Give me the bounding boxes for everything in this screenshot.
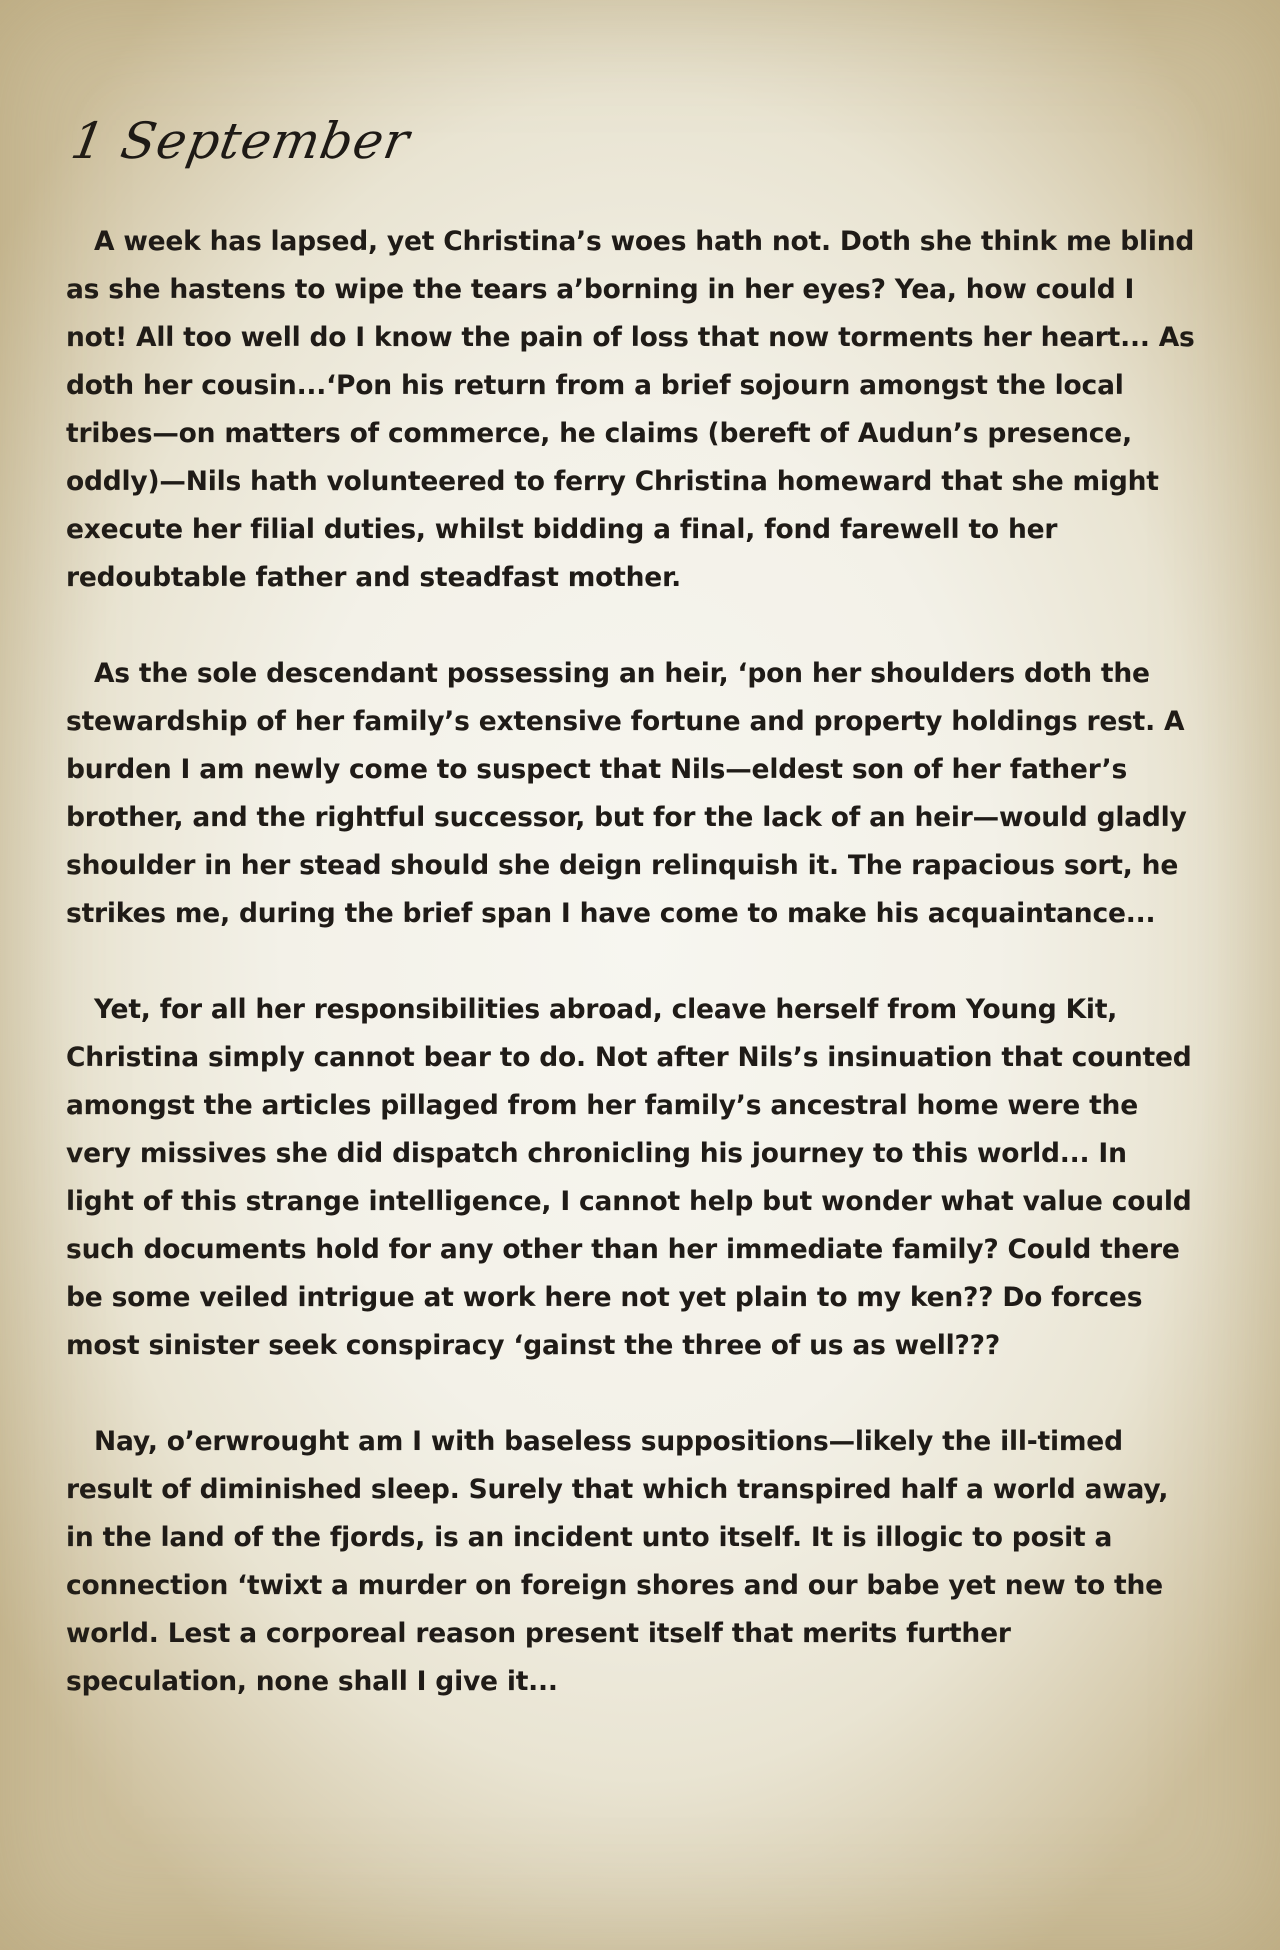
paragraph-4: Nay, o’erwrought am I with baseless suppositions—likely the ill-timed result of diminished sleep. Surely that which transpired half a world away, in the land of the fjords, is an incident unto itself. It is illogic to posit a connection ‘twixt a murder on foreign shores and our babe yet new to the world. Lest a corporeal reason present itself that merits further speculation, none shall I give it... bbox=[66, 1426, 1169, 1697]
paragraph-2: As the sole descendant possessing an heir, ‘pon her shoulders doth the stewardship of her family’s extensive fortune and property holdings rest. A burden I am newly come to suspect that Nils—eldest son of her father’s brother, and the rightful successor, but for the lack of an heir—would gladly shoulder in her stead should she deign relinquish it. The rapacious sort, he strikes me, during the brief span I have come to make his acquaintance... bbox=[66, 658, 1187, 929]
date-heading: 1 September bbox=[66, 112, 415, 170]
paragraph-3: Yet, for all her responsibilities abroad, cleave herself from Young Kit, Christina simply cannot bear to do. Not after Nils’s insinuation that counted amongst the articles pillaged from her family’s ancestral home were the very missives she did dispatch chronicling his journey to this world... In light of this strange intelligence, I cannot help but wonder what value could such documents hold for any other than her immediate family? Could there be some veiled intrigue at work here not yet plain to my ken?? Do forces most sinister seek conspiracy ‘gainst the three of us as well??? bbox=[66, 994, 1192, 1361]
journal-entry bbox=[66, 218, 1196, 1754]
paragraph-1: A week has lapsed, yet Christina’s woes hath not. Doth she think me blind as she hastens to wipe the tears a’borning in her eyes? Yea, how could I not! All too well do I know the pain of loss that now torments her heart... As doth her cousin...‘Pon his return from a brief sojourn amongst the local tribes—on matters of commerce, he claims (bereft of Audun’s presence, oddly)—Nils hath volunteered to ferry Christina homeward that she might execute her filial duties, whilst bidding a final, fond farewell to her redoubtable father and steadfast mother. bbox=[66, 226, 1195, 593]
